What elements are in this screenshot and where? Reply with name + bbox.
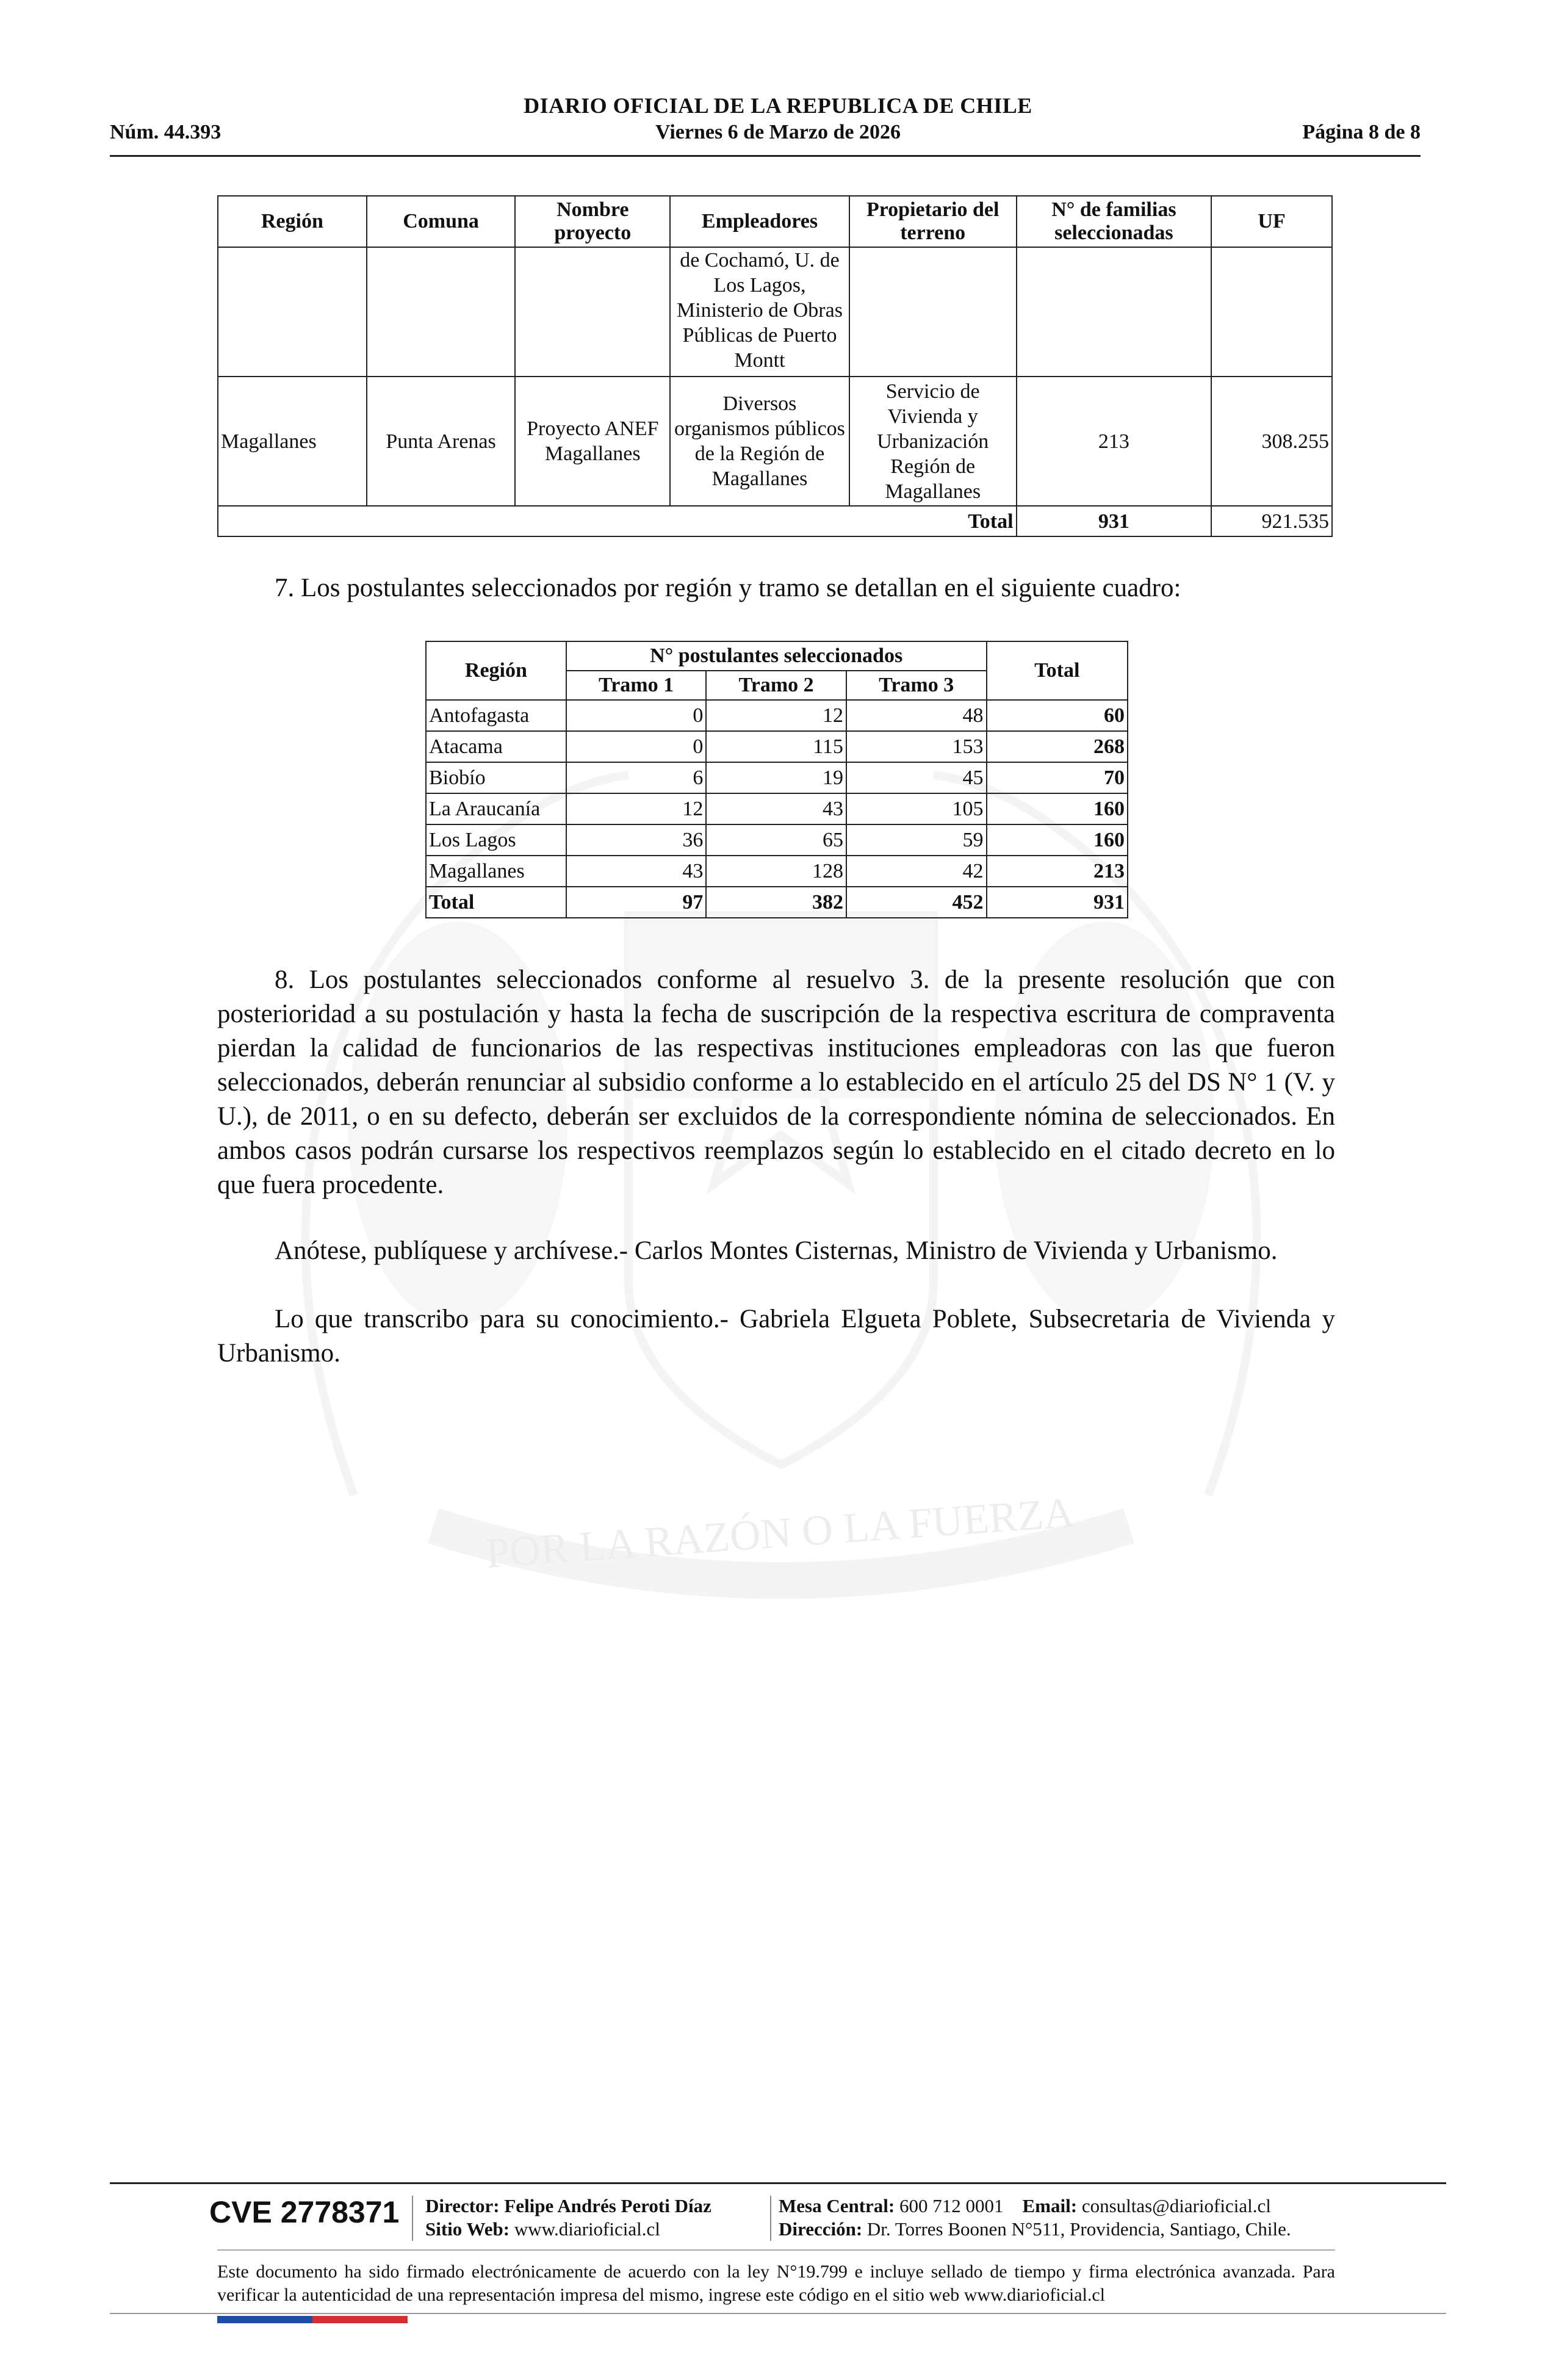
table-row: Atacama 0 115 153 268 — [426, 731, 1128, 762]
cell-propietario: Servicio de Vivienda y Urbanización Región de Magallanes — [849, 377, 1017, 506]
flag-stripe-blue — [217, 2316, 312, 2323]
col-header-proyecto: Nombre proyecto — [515, 196, 670, 247]
table-total-row: Total 97 382 452 931 — [426, 887, 1128, 918]
table-row: Los Lagos 36 65 59 160 — [426, 824, 1128, 856]
projects-table — [217, 195, 1333, 537]
total-familias: 931 — [1017, 506, 1212, 536]
cell-proyecto: Proyecto ANEF Magallanes — [515, 377, 670, 506]
table-row: Magallanes 43 128 42 213 — [426, 856, 1128, 887]
applicants-table — [425, 641, 1128, 918]
col-header-tramo-2: Tramo 2 — [706, 671, 846, 700]
col-header-total: Total — [987, 641, 1128, 700]
table-total-row — [218, 506, 1332, 536]
col-header-comuna: Comuna — [367, 196, 516, 247]
cell-empleadores: Diversos organismos públicos de la Región de Magallanes — [670, 377, 849, 506]
phone-number: 600 712 0001 — [899, 2195, 1004, 2216]
col-header-empleadores: Empleadores — [670, 196, 849, 247]
paragraph-7: 7. Los postulantes seleccionados por región y tramo se detallan en el siguiente cuadro: — [275, 574, 1181, 602]
website-link[interactable]: www.diarioficial.cl — [514, 2218, 660, 2240]
cell-empleadores: de Cochamó, U. de Los Lagos, Ministerio de Obras Públicas de Puerto Montt — [670, 247, 849, 377]
total-label: Total — [218, 506, 1017, 536]
director-name: Felipe Andrés Peroti Díaz — [504, 2195, 711, 2216]
table-row: Biobío 6 19 45 70 — [426, 762, 1128, 793]
cell-comuna: Punta Arenas — [367, 377, 516, 506]
footer-director-block: Director: Felipe Andrés Peroti Díaz Sitio Web: www.diarioficial.cl — [425, 2195, 711, 2240]
footer-separator — [770, 2196, 771, 2241]
email-link[interactable]: consultas@diarioficial.cl — [1081, 2195, 1271, 2216]
footer-separator — [412, 2196, 413, 2241]
cell-region: Magallanes — [218, 377, 367, 506]
footer-divider — [110, 2182, 1446, 2184]
col-header-uf: UF — [1211, 196, 1332, 247]
header-divider — [110, 155, 1421, 157]
cell-familias: 213 — [1017, 377, 1212, 506]
col-header-tramo-3: Tramo 3 — [846, 671, 987, 700]
footer-divider — [110, 2313, 1446, 2314]
table-row: Antofagasta 0 12 48 60 — [426, 700, 1128, 731]
closing-signature-subsecretaria: Lo que transcribo para su conocimiento.- Gabriela Elgueta Poblete, Subsecretaria de Vivienda y Urbanismo. — [217, 1305, 1335, 1368]
issue-number: Núm. 44.393 — [110, 121, 222, 143]
table-row — [218, 377, 1332, 506]
watermark-motto: POR LA RAZÓN O LA FUERZA — [484, 1489, 1076, 1578]
cell-uf: 308.255 — [1211, 377, 1332, 506]
footer-divider — [217, 2249, 1335, 2251]
cve-code: CVE 2778371 — [209, 2195, 400, 2229]
footer-contact-block: Mesa Central: 600 712 0001 Email: consultas@diarioficial.cl Dirección: Dr. Torres Boonen N°511, Providencia, Santiago, Chile. — [779, 2195, 1291, 2240]
col-header-region: Región — [218, 196, 367, 247]
col-header-group: N° postulantes seleccionados — [566, 641, 987, 671]
projects-table-header — [218, 196, 1332, 247]
paragraph-8: 8. Los postulantes seleccionados conforme al resuelvo 3. de la presente resolución que con posterioridad a su postulación y hasta la fecha de suscripción de la respectiva escritura de compraventa pierdan la calidad de funcionarios de las respectivas instituciones empleadoras con las que fueron seleccionados, deberán renunciar al subsidio conforme a lo establecido en el artículo 25 del DS N° 1 (V. y U.), de 2011, o en su defecto, deberán ser excluidos de la correspondiente nómina de seleccionados. En ambos casos podrán cursarse los respectivos reemplazos según lo establecido en el citado decreto en lo que fuera procedente. — [217, 965, 1335, 1199]
legal-notice: Este documento ha sido firmado electrónicamente de acuerdo con la ley N°19.799 e incluye sellado de tiempo y firma electrónica avanzada. Para verificar la autenticidad de una representación impresa del mismo, ingrese este código en el sitio web www.diarioficial.cl — [217, 2262, 1335, 2305]
page-number: Página 8 de 8 — [1302, 121, 1421, 143]
total-uf: 921.535 — [1211, 506, 1332, 536]
issue-date: Viernes 6 de Marzo de 2026 — [655, 121, 901, 143]
flag-stripe-red — [312, 2316, 408, 2323]
col-header-propietario: Propietario del terreno — [849, 196, 1017, 247]
col-header-tramo-1: Tramo 1 — [566, 671, 707, 700]
col-header-familias: N° de familias seleccionadas — [1017, 196, 1212, 247]
table-row — [218, 247, 1332, 377]
col-header-region: Región — [426, 641, 566, 700]
table-row: La Araucanía 12 43 105 160 — [426, 793, 1128, 824]
closing-signature-minister: Anótese, publíquese y archívese.- Carlos Montes Cisternas, Ministro de Vivienda y Urbanismo. — [275, 1236, 1278, 1265]
newspaper-title: DIARIO OFICIAL DE LA REPUBLICA DE CHILE — [524, 93, 1032, 118]
address: Dr. Torres Boonen N°511, Providencia, Santiago, Chile. — [866, 2218, 1291, 2240]
